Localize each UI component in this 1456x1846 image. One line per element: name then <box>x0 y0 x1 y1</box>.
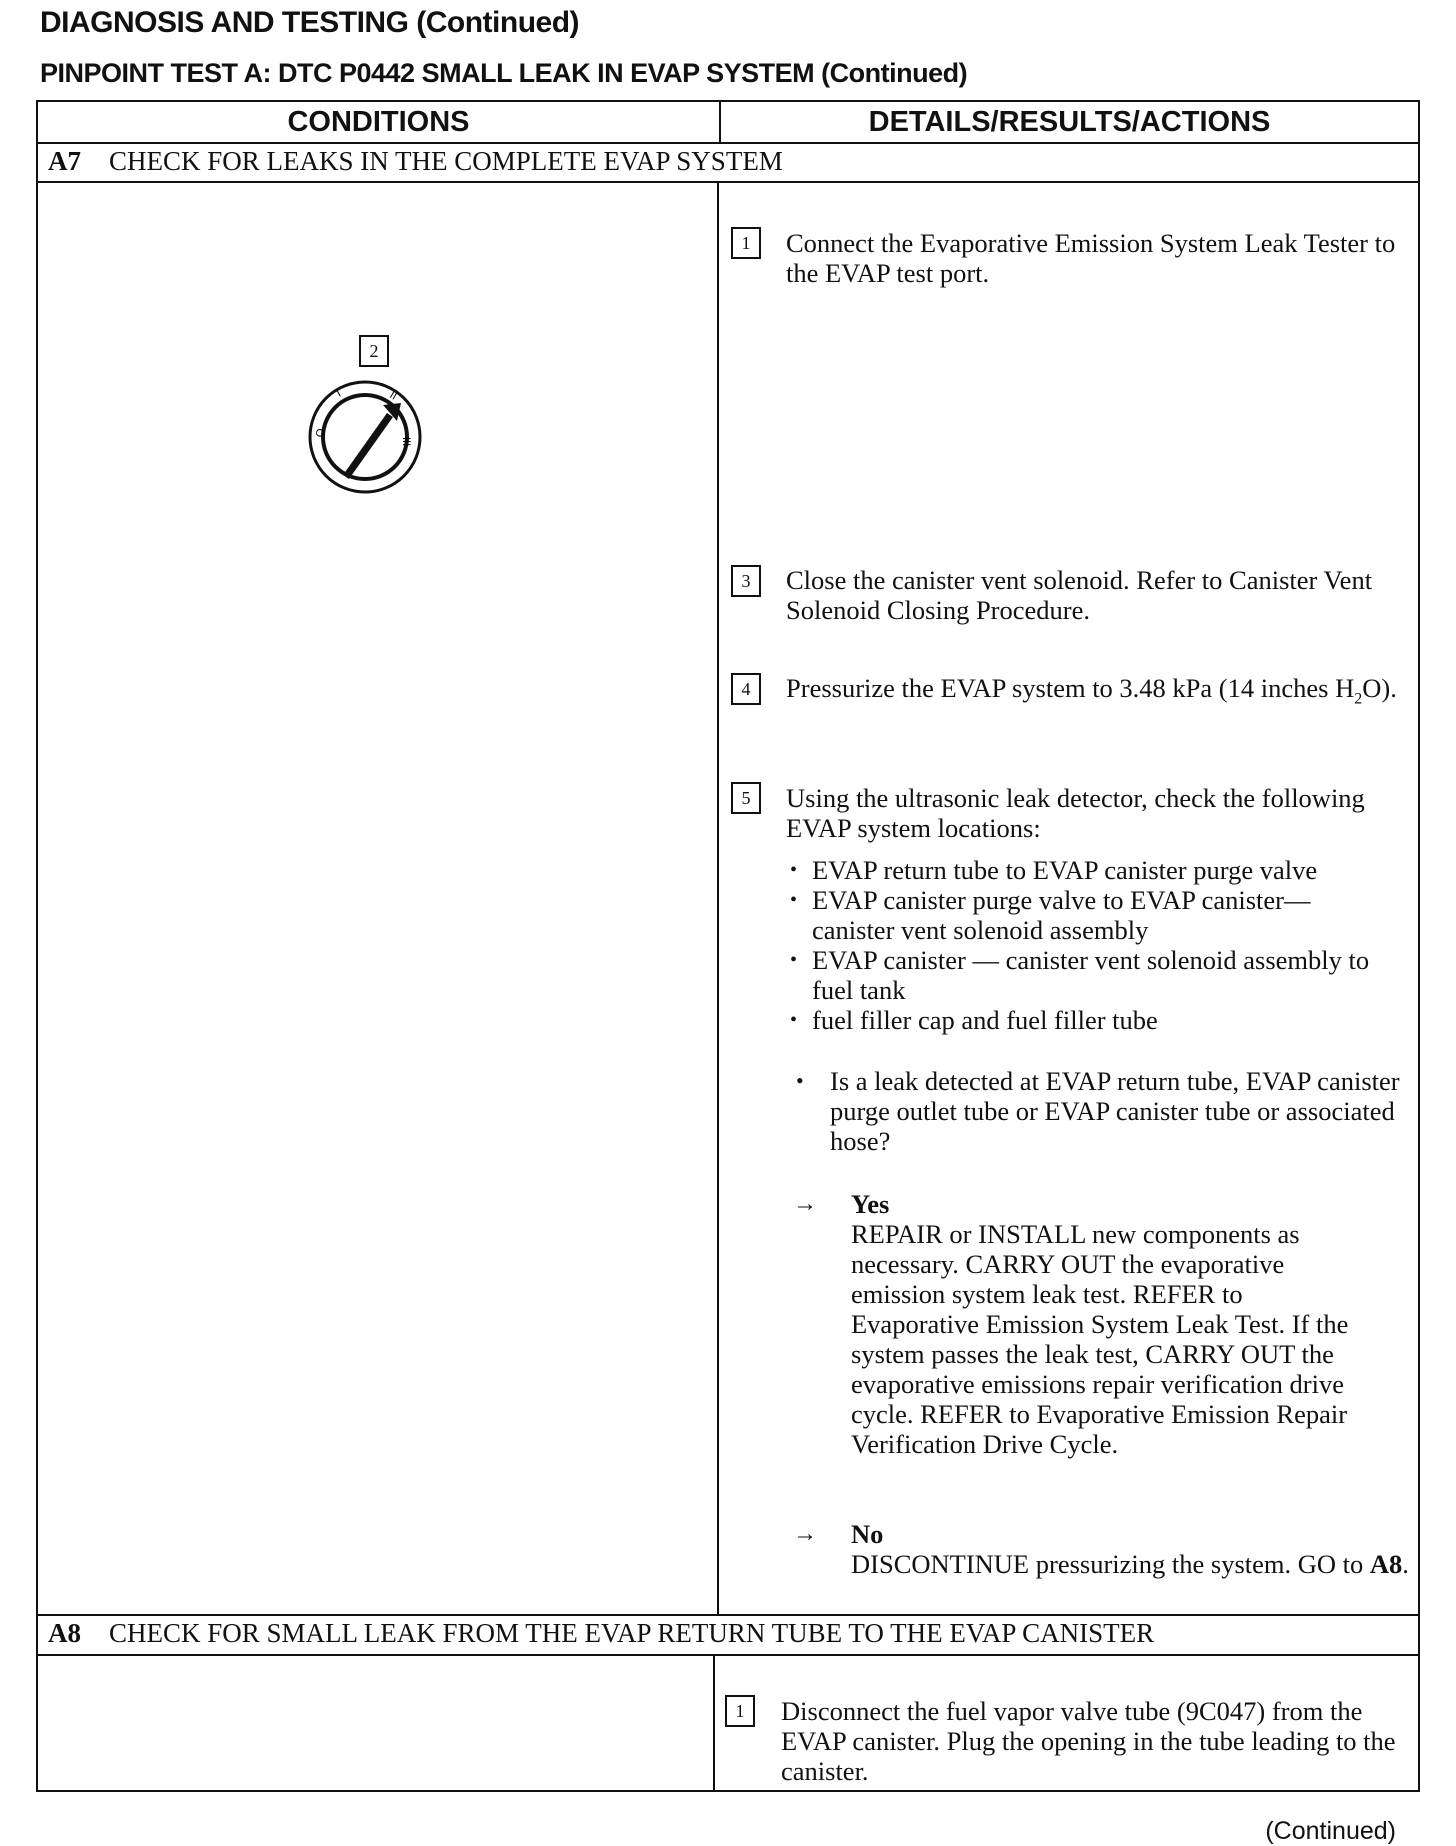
a7-section-header <box>48 146 783 177</box>
a7-step-4-text-end: O). <box>1362 673 1397 703</box>
conditions-column-header: CONDITIONS <box>287 106 470 138</box>
location-item: • EVAP return tube to EVAP canister purge valve <box>786 855 1396 885</box>
a8-section-code: A8 <box>48 1618 81 1648</box>
goto-step-a8: A8 <box>1369 1549 1403 1579</box>
no-label: No <box>851 1519 884 1549</box>
table-left-border <box>36 100 38 1792</box>
table-bottom-border <box>36 1790 1420 1792</box>
a8-section-title: CHECK FOR SMALL LEAK FROM THE EVAP RETURN TUBE TO THE EVAP CANISTER <box>109 1618 1155 1648</box>
a8-step-1-number: 1 <box>725 1695 755 1727</box>
a7-section-code: A7 <box>48 146 81 176</box>
details-column-header: DETAILS/RESULTS/ACTIONS <box>868 106 1271 138</box>
a7-question-text: Is a leak detected at EVAP return tube, EVAP canister purge outlet tube or EVAP canister tube or associated hose? <box>830 1066 1400 1156</box>
a7-step-3-text: Close the canister vent solenoid. Refer to Canister Vent Solenoid Closing Procedure. <box>786 565 1373 625</box>
a8-header-top-border <box>36 1614 1420 1616</box>
column-divider-a8 <box>713 1654 715 1790</box>
a8-section-header <box>48 1618 1154 1649</box>
pinpoint-test-title: PINPOINT TEST A: DTC P0442 SMALL LEAK IN EVAP SYSTEM (Continued) <box>40 58 968 88</box>
a7-step-1-text: Connect the Evaporative Emission System Leak Tester to the EVAP test port. <box>786 228 1396 288</box>
no-action-main: DISCONTINUE pressurizing the system. GO to <box>851 1549 1370 1579</box>
a7-header-divider <box>36 181 1420 183</box>
svg-text:O: O <box>314 427 328 439</box>
no-action-end: . <box>1402 1549 1409 1579</box>
table-right-border <box>1418 100 1420 1792</box>
a7-step-4-text-main: Pressurize the EVAP system to 3.48 kPa (14 inches H <box>786 673 1355 703</box>
svg-text:I: I <box>334 387 344 400</box>
a7-step-1-number: 1 <box>731 227 761 259</box>
a8-header-divider <box>36 1654 1420 1656</box>
column-header-divider <box>36 142 1420 144</box>
a7-question <box>788 1066 1420 1156</box>
svg-text:II: II <box>387 389 399 403</box>
svg-text:III: III <box>400 437 412 447</box>
a7-step-4-subscript: 2 <box>1354 690 1363 708</box>
location-item: • EVAP canister — canister vent solenoid assembly to fuel tank <box>786 945 1396 1005</box>
a8-step-1-text: Disconnect the fuel vapor valve tube (9C047) from the EVAP canister. Plug the opening in the tube leading to the canister. <box>781 1696 1396 1786</box>
yes-arrow-icon: → <box>793 1191 817 1217</box>
no-action-text <box>851 1549 1411 1579</box>
question-bullet: • <box>796 1068 804 1093</box>
a7-step-5-text: Using the ultrasonic leak detector, check the following EVAP system locations: <box>786 783 1365 843</box>
yes-label: Yes <box>851 1189 890 1219</box>
document-title: DIAGNOSIS AND TESTING (Continued) <box>40 6 580 39</box>
column-divider-a7 <box>717 181 719 1614</box>
location-item: • EVAP canister purge valve to EVAP canister— canister vent solenoid assembly <box>786 885 1396 945</box>
yes-action-text: REPAIR or INSTALL new components as necessary. CARRY OUT the evaporative emission system leak test. REFER to Evaporative Emission System Leak Test. If the system passes the leak test, CARRY OUT the evaporative emissions repair verification drive cycle. REFER to Evaporative Emission Repair Verification Drive Cycle. <box>851 1219 1349 1459</box>
figure-step-number: 2 <box>359 335 389 367</box>
a7-step-4-text <box>786 673 1406 714</box>
a7-section-title: CHECK FOR LEAKS IN THE COMPLETE EVAP SYSTEM <box>109 146 783 176</box>
a7-step-5-location-list <box>786 855 1396 1035</box>
location-item: • fuel filler cap and fuel filler tube <box>786 1005 1396 1035</box>
ignition-switch-icon <box>305 377 425 497</box>
a7-step-3-number: 3 <box>731 565 761 597</box>
a7-step-4-number: 4 <box>731 673 761 705</box>
no-arrow-icon: → <box>793 1521 817 1547</box>
a7-step-5-number: 5 <box>731 782 761 814</box>
continued-footer: (Continued) <box>1265 1817 1396 1845</box>
